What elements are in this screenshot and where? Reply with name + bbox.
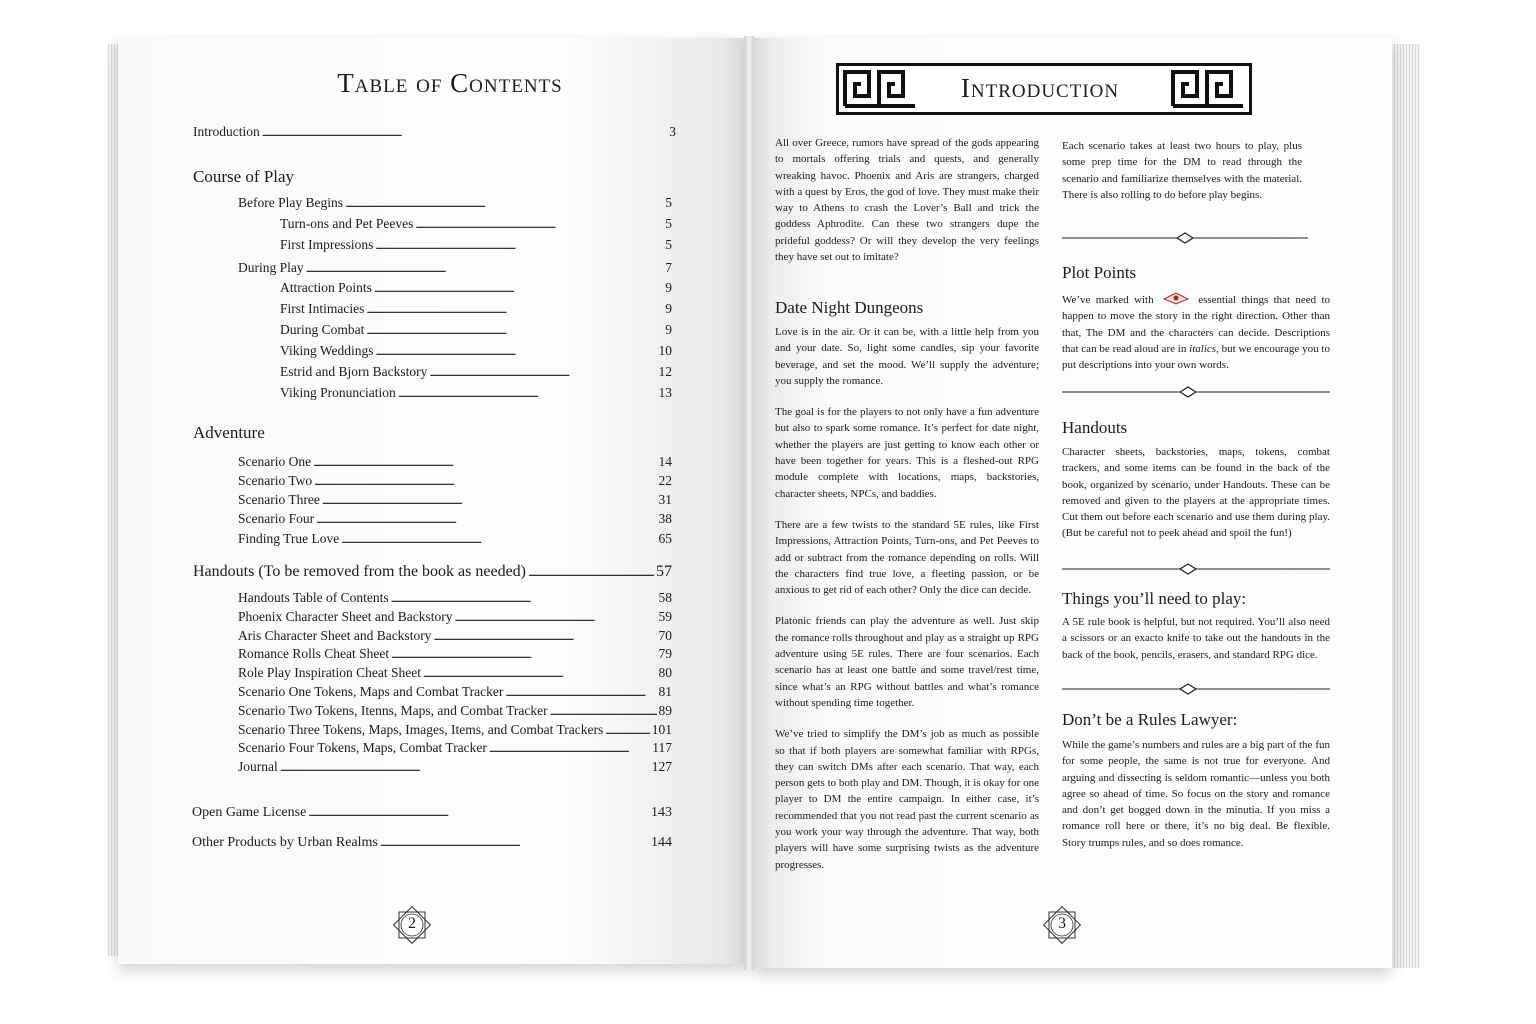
toc-entry-label: First Intimacies: [280, 301, 365, 316]
toc-leader-dots: [366, 301, 663, 317]
toc-entry-label: Scenario Three Tokens, Maps, Images, Items, and Combat Trackers: [238, 722, 604, 737]
toc-entry-page: 81: [658, 684, 672, 699]
toc-entry-page: 101: [651, 722, 672, 737]
toc-leader-dots: [433, 628, 656, 644]
toc-entry: [193, 124, 676, 140]
greek-key-icon: [839, 66, 921, 112]
toc-entry-label: Aris Character Sheet and Backstory: [238, 628, 432, 643]
toc-entry-label: Phoenix Character Sheet and Backstory: [238, 609, 453, 624]
toc-leader-dots: [528, 563, 654, 581]
toc-entry-page: 5: [665, 195, 672, 210]
toc-entry-label: Viking Pronunciation: [280, 385, 396, 400]
toc-entry: [238, 511, 672, 527]
toc-entry-label: Scenario One Tokens, Maps and Combat Tracker: [238, 684, 504, 699]
toc-entry: [238, 703, 672, 719]
toc-entry-page: 59: [658, 609, 672, 624]
toc-entry-page: 70: [658, 628, 672, 643]
toc-entry: [238, 531, 672, 547]
toc-leader-dots: [398, 385, 657, 401]
paragraph: There are a few twists to the standard 5E rules, like First Impressions, Attraction Points, Turn-ons, and Pet Peeves to add or subtract from the romance depending on rolls. Will the characters find true love, a fleeting passion, or be anxious to get rid of each other? Only the dice can decide.: [775, 518, 1039, 597]
heading-date-night-dungeons: Date Night Dungeons: [775, 298, 924, 317]
toc-leader-dots: [391, 590, 657, 606]
plot-point-icon: [1162, 291, 1190, 305]
toc-entry-page: 9: [665, 280, 672, 295]
toc-leader-dots: [489, 740, 650, 756]
toc-entry: [238, 473, 672, 489]
toc-entry-label: First Impressions: [280, 237, 374, 252]
toc-entry: [192, 805, 672, 821]
toc-entry: [238, 590, 672, 606]
toc-entry-page: 80: [658, 665, 672, 680]
toc-entry-label: Journal: [238, 759, 278, 774]
paragraph: The goal is for the players to not only have a fun adventure but also to spark some romance. It’s perfect for date night, whether the players are just getting to know each other or have been together for years. This is a fleshed-out RPG module complete with locations, maps, backstories, character sheets, NPCs, and baddies.: [775, 406, 1039, 500]
toc-leader-dots: [366, 322, 663, 338]
page-number-badge-right: [1040, 903, 1084, 947]
paragraph: We’ve tried to simplify the DM’s job as much as possible so that if both players are somewhat familiar with RPGs, they can switch DMs after each scenario. That way, each person gets to both play and DM. Though, it is okay for one player to DM the entire campaign. In either case, it’s recommended that you not read past the current scenario as you work your way through the adventure. That way, both players will have some surprising twists as the adventure progresses.: [775, 728, 1039, 871]
toc-entry-page: 57: [656, 563, 672, 580]
toc-entry-page: 89: [658, 703, 672, 718]
toc-leader-dots: [605, 722, 650, 738]
heading-handouts: Handouts: [1062, 418, 1128, 437]
toc-entry: [280, 385, 672, 401]
toc-entry: [193, 563, 672, 581]
diamond-divider-icon: [1062, 386, 1330, 398]
toc-entry-page: 5: [665, 216, 672, 231]
toc-leader-dots: [550, 703, 657, 719]
toc-entry-label: Scenario Four Tokens, Maps, Combat Tracker: [238, 740, 487, 755]
toc-entry-label: Romance Rolls Cheat Sheet: [238, 646, 390, 661]
toc-entry: [238, 684, 672, 700]
page-number-left: 2: [408, 915, 416, 932]
toc-entry-page: 9: [665, 322, 672, 337]
toc-leader-dots: [262, 124, 668, 140]
toc-entry: [238, 628, 672, 644]
toc-entry-label: Scenario Four: [238, 511, 315, 526]
toc-entry: [238, 740, 672, 756]
toc-entry: [238, 665, 672, 681]
toc-entry-page: 38: [658, 511, 672, 526]
toc-entry-page: 7: [665, 260, 672, 275]
intro-column-1: [775, 135, 1039, 280]
plot-text-italic: italics: [1189, 342, 1217, 355]
toc-title: Table of Contents: [337, 68, 563, 98]
plot-text-c: , but we encourage you to put descriptions into your own words.: [1062, 342, 1330, 372]
toc-entry: [280, 216, 672, 232]
toc-entry-page: 22: [658, 473, 672, 488]
toc-entry-label: Handouts Table of Contents: [238, 590, 389, 605]
toc-leader-dots: [415, 216, 663, 232]
scenario-time-paragraph: Each scenario takes at least two hours to play, plus some prep time for the DM to read through the scenario and familiarize themselves with the material. There is also rolling to do before play begins.: [1062, 140, 1302, 201]
toc-leader-dots: [375, 343, 656, 359]
toc-entry-page: 13: [658, 385, 672, 400]
paragraph: Platonic friends can play the adventure as well. Just skip the romance rolls throughout and play as a straight up RPG adventure using 5E rules. There are four scenarios. Each scenario has at least one battle and some travel/rest time, since what’s an RPG without battles and what’s romance without spending time together.: [775, 615, 1039, 709]
book-spine: [744, 36, 754, 970]
toc-leader-dots: [313, 454, 656, 470]
toc-entry-label: Scenario One: [238, 454, 312, 469]
toc-entry-label: During Combat: [280, 322, 365, 337]
toc-entry-label: Open Game License: [192, 805, 307, 820]
toc-entry-label: Before Play Begins: [238, 195, 343, 210]
toc-entry-label: Viking Weddings: [280, 343, 374, 358]
toc-leader-dots: [429, 364, 656, 380]
toc-leader-dots: [505, 684, 656, 700]
toc-leader-dots: [306, 260, 664, 276]
toc-entry-label: Other Products by Urban Realms: [192, 835, 378, 850]
toc-leader-dots: [423, 665, 657, 681]
toc-leader-dots: [314, 473, 656, 489]
toc-entry: [280, 364, 672, 380]
plot-text-b: essential things that need to happen to move the story in the right direction. Other than that, The DM and the characters can decide. Descriptions that can be read aloud are in: [1062, 294, 1330, 355]
toc-entry-label: Turn-ons and Pet Peeves: [280, 216, 414, 231]
plot-text-a: We’ve marked with: [1062, 294, 1154, 306]
toc-entry-page: 143: [651, 805, 672, 820]
toc-leader-dots: [454, 609, 656, 625]
heading-plot-points: Plot Points: [1062, 263, 1137, 282]
plot-points-paragraph: [1062, 291, 1330, 373]
greek-key-icon: [1167, 66, 1249, 112]
toc-entry-page: 14: [658, 454, 672, 469]
toc-section-heading: Adventure: [193, 423, 265, 442]
toc-leader-dots: [280, 759, 650, 775]
toc-entry-label: Finding True Love: [238, 531, 340, 546]
paragraph: Love is in the air. Or it can be, with a little help from you and your date. So, light some candles, sip your favorite beverage, and set the mood. We’ll supply the adventure; you supply the romance.: [775, 326, 1039, 387]
toc-entry: [238, 609, 672, 625]
toc-entry-label: Introduction: [193, 124, 260, 139]
toc-entry: [280, 301, 672, 317]
toc-entry-page: 10: [658, 343, 672, 358]
toc-entry-label: Handouts (To be removed from the book as needed): [193, 563, 526, 580]
toc-entry: [238, 646, 672, 662]
toc-entry-page: 58: [658, 590, 672, 605]
handouts-paragraph: Character sheets, backstories, maps, tokens, combat trackers, and some items can be found in the back of the book, organized by scenario, under Handouts. These can be removed and given to the players at the appropriate times. Cut them out before each scenario and use them during play. (But be careful not to peek ahead and spoil the fun!): [1062, 446, 1330, 540]
toc-entry-page: 31: [658, 492, 672, 507]
toc-entry: [238, 454, 672, 470]
toc-leader-dots: [380, 835, 649, 851]
toc-entry: [280, 322, 672, 338]
page-number-right: 3: [1058, 915, 1066, 932]
toc-entry-page: 12: [658, 364, 672, 379]
toc-entry-page: 127: [651, 759, 672, 774]
toc-leader-dots: [341, 531, 656, 547]
toc-entry: [280, 280, 672, 296]
toc-entry-label: Scenario Three: [238, 492, 320, 507]
toc-entry-page: 3: [669, 124, 676, 139]
intro-paragraph: All over Greece, rumors have spread of the gods appearing to mortals offering trials and quests, and generally wreaking havoc. Phoenix and Aris are strangers, charged with a quest by Eros, the god of love. They must make their way to Athens to crash the Lover’s Ball and trick the goddess Aphrodite. Can these two strangers dupe the prideful goddess? Or will they develop the very feelings they have set out to imitate?: [775, 137, 1039, 264]
diamond-divider-icon: [1062, 683, 1330, 695]
toc-entry: [238, 722, 672, 738]
toc-entry-page: 117: [652, 740, 672, 755]
heading-rules-lawyer: Don’t be a Rules Lawyer:: [1062, 710, 1238, 729]
toc-entry-page: 79: [658, 646, 672, 661]
diamond-divider-icon: [1062, 563, 1330, 575]
intro-title: Introduction: [960, 73, 1120, 103]
toc-entry-page: 144: [651, 835, 672, 850]
things-paragraph: A 5E rule book is helpful, but not required. You’ll also need a scissors or an exacto knife to take out the handouts in the back of the book, pencils, erasers, and standard RPG dice.: [1062, 616, 1330, 661]
page-number-badge-left: [390, 903, 434, 947]
toc-entry-label: Attraction Points: [280, 280, 372, 295]
toc-leader-dots: [391, 646, 656, 662]
toc-entry-label: Role Play Inspiration Cheat Sheet: [238, 665, 421, 680]
toc-leader-dots: [322, 492, 657, 508]
heading-things-needed: Things you’ll need to play:: [1062, 589, 1247, 608]
rules-paragraph: While the game’s numbers and rules are a big part of the fun for some people, the same is not true for everyone. And arguing and dissecting is seldom romantic—unless you both agree so ahead of time. So focus on the story and romance and don’t get bogged down in the minutia. If you miss a romance roll here or there, it’s no big deal. Be flexible. Story trumps rules, and so does romance.: [1062, 739, 1330, 849]
diamond-divider-icon: [1062, 232, 1308, 244]
toc-entry: [192, 835, 672, 851]
toc-leader-dots: [345, 195, 663, 211]
toc-entry: [238, 260, 672, 276]
toc-entry: [238, 759, 672, 775]
toc-leader-dots: [375, 237, 663, 253]
toc-leader-dots: [374, 280, 663, 296]
toc-entry: [280, 343, 672, 359]
toc-entry: [238, 492, 672, 508]
toc-leader-dots: [308, 805, 649, 821]
toc-entry-label: Scenario Two: [238, 473, 313, 488]
intro-column-1-body: [775, 324, 1039, 888]
toc-entry-label: During Play: [238, 260, 304, 275]
toc-entry: [238, 195, 672, 211]
toc-entry: [280, 237, 672, 253]
toc-entry-page: 65: [658, 531, 672, 546]
toc-entry-label: Estrid and Bjorn Backstory: [280, 364, 428, 379]
toc-entry-page: 5: [665, 237, 672, 252]
toc-entry-page: 9: [665, 301, 672, 316]
toc-entry-label: Scenario Two Tokens, Itenns, Maps, and Combat Tracker: [238, 703, 548, 718]
toc-leader-dots: [316, 511, 656, 527]
toc-section-heading: Course of Play: [193, 167, 295, 186]
